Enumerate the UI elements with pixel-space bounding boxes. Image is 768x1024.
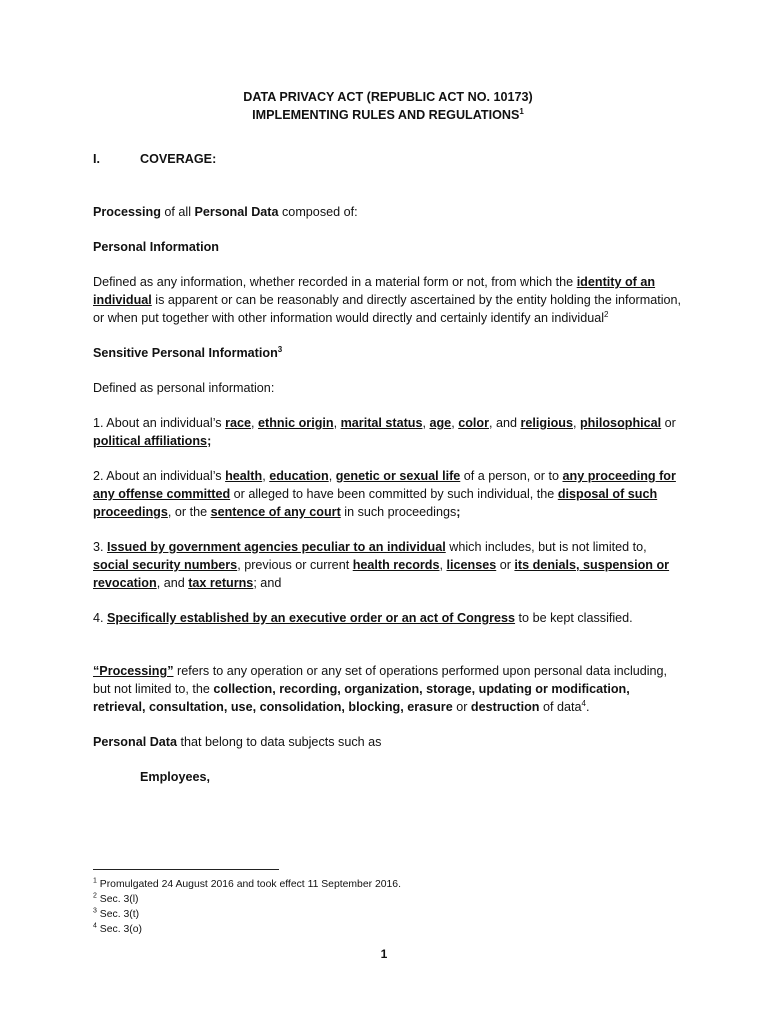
item3-c4: or [496, 558, 515, 572]
sensitive-item-4 [93, 609, 683, 627]
title-line-1: DATA PRIVACY ACT (REPUBLIC ACT NO. 10173) [243, 90, 533, 104]
item1-c6: , [572, 416, 580, 430]
item3-licenses: licenses [446, 558, 497, 572]
data-subjects-rest: that belong to data subjects such as [177, 735, 382, 749]
personal-information-definition [93, 273, 683, 327]
personal-information-heading: Personal Information [93, 240, 219, 254]
item3-health-records: health records [352, 558, 440, 572]
processing-or: or [452, 700, 471, 714]
footnote-ref-1[interactable]: 1 [519, 106, 524, 116]
item2-c4: or alleged to have been committed by such individual, the [230, 487, 558, 501]
processing-part1: refers to any operation or any set of operations performed upon personal data including, but not limited to, the [93, 664, 668, 696]
page-number: 1 [380, 947, 388, 961]
sensitive-heading-text: Sensitive Personal Information [93, 346, 278, 360]
item1-c4: , [451, 416, 459, 430]
item1-end: ; [207, 434, 212, 448]
item1-marital-status: marital status [340, 416, 423, 430]
pi-def-identity: identity of an individual [93, 275, 656, 307]
item1-c3: , [422, 416, 430, 430]
employees-item: Employees, [140, 770, 210, 784]
item2-end: ; [456, 505, 461, 519]
section-heading [93, 150, 683, 168]
item2-education: education [269, 469, 329, 483]
processing-end: . [585, 700, 590, 714]
document-page [93, 88, 683, 786]
intro-processing: Processing [93, 205, 161, 219]
item3-c5: , and [156, 576, 189, 590]
item1-c1: , [251, 416, 259, 430]
intro-composed-of: composed of: [278, 205, 358, 219]
title-line-2: IMPLEMENTING RULES AND REGULATIONS [252, 108, 520, 122]
intro-paragraph [93, 203, 683, 221]
item3-issued: Issued by government agencies peculiar to an individual [107, 540, 446, 554]
item2-c1: , [262, 469, 270, 483]
processing-destruction: destruction [470, 700, 540, 714]
item4-specifically: Specifically established by an executive order or an act of Congress [107, 611, 516, 625]
footnote-2-num: 2 [93, 892, 97, 900]
item2-lead: 2. About an individual’s [93, 469, 226, 483]
processing-of-data: of data [539, 700, 582, 714]
section-title: COVERAGE: [140, 152, 217, 166]
item3-lead: 3. [93, 540, 108, 554]
footnote-separator [93, 869, 279, 870]
data-subjects-personal-data: Personal Data [93, 735, 177, 749]
footnote-3 [93, 907, 683, 922]
intro-personal-data: Personal Data [194, 205, 279, 219]
item3-its-denials: its denials, suspension or revocation [93, 558, 670, 590]
processing-definition [93, 662, 683, 716]
item3-ssn: social security numbers [93, 558, 238, 572]
item2-c2: , [328, 469, 336, 483]
footnote-1 [93, 877, 683, 892]
item1-lead: 1. About an individual’s [93, 416, 226, 430]
item1-philosophical: philosophical [579, 416, 662, 430]
footnote-2 [93, 892, 683, 907]
footnote-4-text: Sec. 3(o) [96, 924, 142, 935]
item3-c1: which includes, but is not limited to, [445, 540, 647, 554]
footnote-ref-2[interactable]: 2 [604, 309, 609, 319]
item2-c5: , or the [167, 505, 211, 519]
item2-health: health [225, 469, 263, 483]
item4-lead: 4. [93, 611, 108, 625]
sensitive-item-3 [93, 538, 683, 592]
item2-c6: in such proceedings [340, 505, 457, 519]
data-subjects-paragraph [93, 733, 683, 751]
processing-term: “Processing” [93, 664, 174, 678]
item4-end: to be kept classified. [515, 611, 633, 625]
processing-list: collection, recording, organization, storage, updating or modification, retrieval, consultation, use, consolidation, blocking, erasure [93, 682, 630, 714]
footnote-1-text: Promulgated 24 August 2016 and took effect 11 September 2016. [96, 879, 401, 890]
item3-tax-returns: tax returns [188, 576, 254, 590]
item3-end: ; and [253, 576, 282, 590]
item1-age: age [429, 416, 452, 430]
pi-def-part1: Defined as any information, whether recorded in a material form or not, from which the [93, 275, 577, 289]
footnote-ref-3[interactable]: 3 [277, 344, 283, 354]
footnote-ref-4[interactable]: 4 [581, 698, 586, 708]
item1-c7: or [661, 416, 676, 430]
section-number: I. [93, 152, 100, 166]
item2-any-proceeding: any proceeding for any offense committed [93, 469, 676, 501]
item1-ethnic-origin: ethnic origin [258, 416, 334, 430]
footnote-2-text: Sec. 3(l) [96, 894, 139, 905]
footnote-3-num: 3 [93, 907, 97, 915]
item1-religious: religious [520, 416, 573, 430]
pi-def-part2: is apparent or can be reasonably and directly ascertained by the entity holding the information, or when put together with other information would directly and certainly identify an individual [93, 293, 682, 325]
item1-c5: , and [488, 416, 521, 430]
item1-race: race [225, 416, 252, 430]
sensitive-item-2 [93, 467, 683, 521]
item1-political-affiliations: political affiliations [93, 434, 208, 448]
sensitive-heading [93, 344, 683, 362]
item2-genetic: genetic or sexual life [335, 469, 461, 483]
footnotes [93, 877, 683, 937]
footnote-4-num: 4 [93, 922, 97, 930]
item2-disposal: disposal of such proceedings [93, 487, 658, 519]
item1-color: color [458, 416, 489, 430]
intro-of-all: of all [160, 205, 195, 219]
item2-c3: of a person, or to [460, 469, 563, 483]
document-title [93, 88, 683, 124]
item3-c3: , [439, 558, 447, 572]
item1-c2: , [333, 416, 341, 430]
item3-c2: , previous or current [237, 558, 353, 572]
item2-sentence: sentence of any court [210, 505, 341, 519]
footnote-3-text: Sec. 3(t) [96, 909, 140, 920]
sensitive-defined-as: Defined as personal information: [93, 381, 275, 395]
footnote-1-num: 1 [93, 877, 97, 885]
footnote-4 [93, 922, 683, 937]
sensitive-item-1 [93, 414, 683, 450]
